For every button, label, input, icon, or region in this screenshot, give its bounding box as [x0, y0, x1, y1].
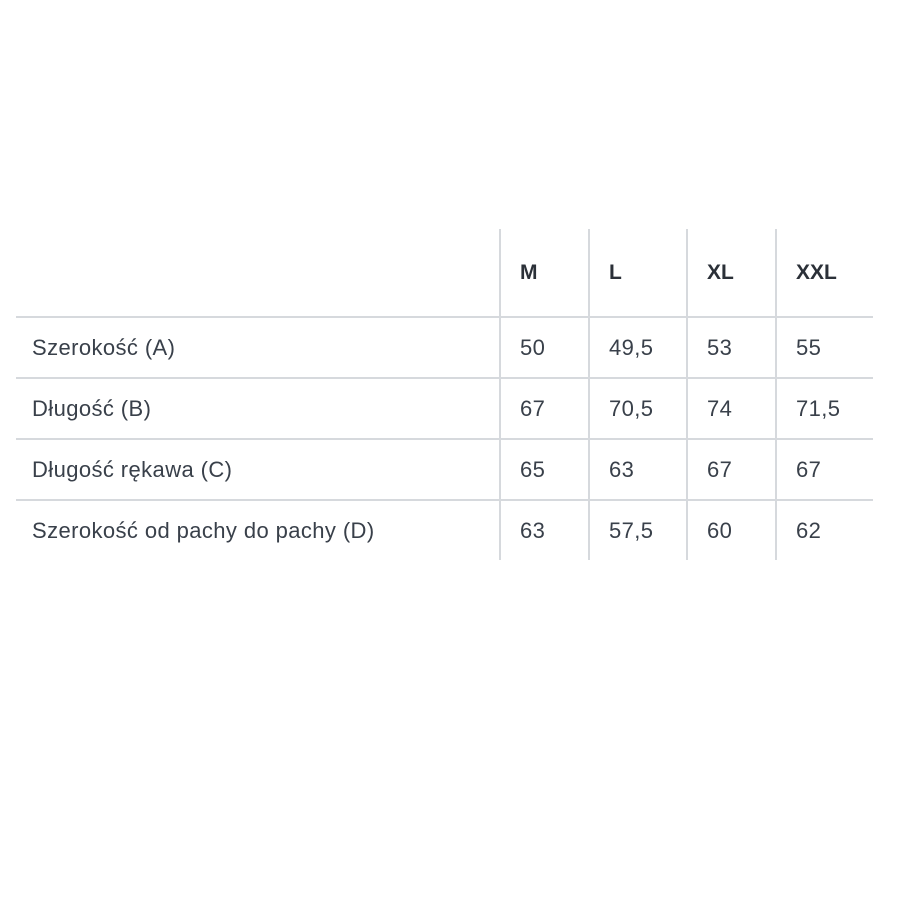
row-label: Długość rękawa (C): [16, 439, 500, 500]
measurement-cell: 67: [500, 378, 589, 439]
size-header-xl: XL: [687, 229, 776, 317]
measurement-cell: 65: [500, 439, 589, 500]
measurement-cell: 71,5: [776, 378, 873, 439]
measurement-cell: 49,5: [589, 317, 687, 378]
measurement-cell: 53: [687, 317, 776, 378]
row-label: Szerokość (A): [16, 317, 500, 378]
measurement-cell: 55: [776, 317, 873, 378]
size-header-xxl: XXL: [776, 229, 873, 317]
size-header-m: M: [500, 229, 589, 317]
measurement-cell: 67: [776, 439, 873, 500]
table-row: [16, 500, 873, 560]
measurement-cell: 50: [500, 317, 589, 378]
table-row: [16, 378, 873, 439]
size-chart-table: [16, 229, 873, 560]
measurement-cell: 62: [776, 500, 873, 560]
header-row: [16, 229, 873, 317]
header-corner-cell: [16, 229, 500, 317]
table-row: [16, 439, 873, 500]
measurement-cell: 74: [687, 378, 776, 439]
measurement-cell: 70,5: [589, 378, 687, 439]
measurement-cell: 60: [687, 500, 776, 560]
measurement-cell: 57,5: [589, 500, 687, 560]
table-row: [16, 317, 873, 378]
measurement-cell: 63: [500, 500, 589, 560]
row-label: Szerokość od pachy do pachy (D): [32, 517, 375, 543]
measurement-cell: 67: [687, 439, 776, 500]
row-label: Długość (B): [16, 378, 500, 439]
measurement-cell: 63: [589, 439, 687, 500]
size-header-l: L: [589, 229, 687, 317]
